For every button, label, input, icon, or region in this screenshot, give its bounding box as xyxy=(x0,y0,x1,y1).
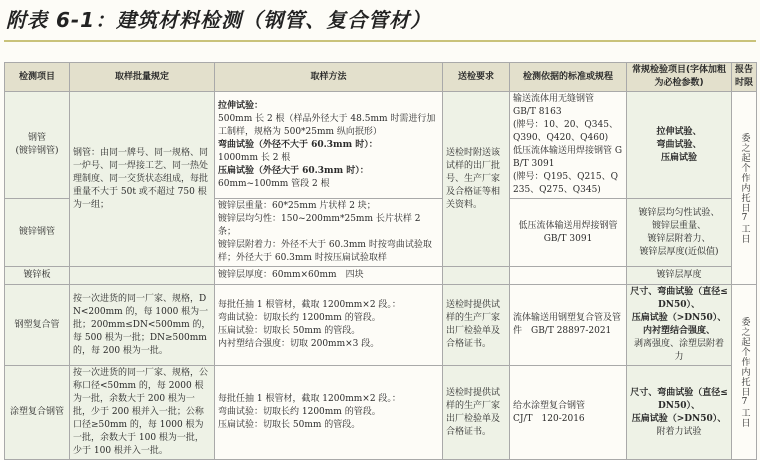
requirement-cell: 送检时提供试样的生产厂家出厂检验单及合格证书。 xyxy=(443,285,510,366)
title-underline xyxy=(4,40,756,42)
item-cell: 镀锌钢管 xyxy=(5,199,70,267)
method-cell xyxy=(215,366,443,460)
standard-text: 低压流体输送用焊接钢管 GB/T 3091 xyxy=(518,220,618,244)
params-cell xyxy=(627,92,732,199)
standard-cell xyxy=(510,267,627,285)
params-text: 镀锌层均匀性试验、 镀锌层重量、 镀锌层附着力、 镀锌层厚度(近似值) xyxy=(638,207,720,257)
item-cell: 钢塑复合管 xyxy=(5,285,70,366)
standard-cell xyxy=(510,199,627,267)
standard-cell xyxy=(510,366,627,460)
requirement-cell: 送检时提供试样的生产厂家出厂检验单及合格证书。 xyxy=(443,366,510,460)
report-text: 委之起个作内托日7工日 xyxy=(739,132,750,244)
params-cell xyxy=(627,199,732,267)
header-report: 报告时限 xyxy=(732,63,757,92)
header-standard: 检测依据的标准或规程 xyxy=(510,63,627,92)
params-text: 拉伸试验、 弯曲试验、 压扁试验 xyxy=(656,126,702,163)
table-row xyxy=(5,366,757,460)
params-cell xyxy=(627,366,732,460)
header-requirement: 送检要求 xyxy=(443,63,510,92)
table-header-row xyxy=(5,63,757,92)
table-row xyxy=(5,267,757,285)
method-cell: 镀锌层厚度：60mm×60mm 四块 xyxy=(215,267,443,285)
header-params: 常规检验项目(字体加粗为必检参数) xyxy=(627,63,732,92)
report-cell xyxy=(732,285,757,460)
standard-text: 输送流体用无缝钢管 GB/T 8163 (牌号：10、20、Q345、Q390、Q420、Q460) 低压流体输送用焊接钢管 GB/T 3091 (牌号：Q195、Q215、Q235、Q275、Q345) xyxy=(513,94,623,195)
report-cell xyxy=(732,92,757,285)
method-cell xyxy=(215,285,443,366)
method-cell xyxy=(215,92,443,199)
params-cell xyxy=(627,285,732,366)
method-text: 每批任抽 1 根管材，截取 1200mm×2 段。： 弯曲试验：切取长约 1200mm 的管段。 压扁试验：切取长 50mm 的管段。 内衬塑结合强度：切取 200mm×3 段。 xyxy=(218,300,401,349)
table-row xyxy=(5,285,757,366)
report-text: 委之起个作内托日7工日 xyxy=(739,316,750,428)
batch-cell: 按一次进货的同一厂家、规格，DN<200mm 的，每 1000 根为一批；200mm≤DN<500mm 的，每 500 根为一批；DN≥500mm 的，每 200 根为一批。 xyxy=(70,285,215,366)
params-bold-text: 尺寸、弯曲试验（直径≤DN50）、 压扁试验（>DN50）、 xyxy=(630,387,728,424)
params-cell: 镀锌层厚度 xyxy=(627,267,732,285)
item-cell: 镀锌板 xyxy=(5,267,70,285)
method-tensile-text: 500mm 长 2 根（样品外径大于 48.5mm 时需进行加工制样，规格为 500*25mm 纵向抿形） xyxy=(218,113,436,137)
params-text: 剥离强度、涂塑层附着力 xyxy=(633,339,724,362)
standard-cell xyxy=(510,92,627,199)
method-flatten-label: 压扁试验（外径大于 60.3mm 时）： xyxy=(218,165,369,176)
method-cell xyxy=(215,199,443,267)
method-bend-label: 弯曲试验（外径不大于 60.3mm 时）： xyxy=(218,139,378,150)
page-title: 附表 6-1：建筑材料检测（钢管、复合管材） xyxy=(6,8,432,32)
header-method: 取样方法 xyxy=(215,63,443,92)
requirement-cell xyxy=(443,267,510,285)
params-text: 附着力试验 xyxy=(656,426,702,437)
method-bend-text: 1000mm 长 2 根 xyxy=(218,152,291,163)
item-text: 钢管 (镀锌钢管) xyxy=(15,133,59,156)
params-bold-text: 尺寸、弯曲试验（直径≤DN50）、 压扁试验（>DN50）、 内衬塑结合强度、 xyxy=(630,287,728,336)
requirement-cell: 送检时附送该试样的出厂批号、生产厂家及合格证等相关资料。 xyxy=(443,92,510,267)
method-text: 每批任抽 1 根管材，截取 1200mm×2 段。： 弯曲试验：切取长约 1200mm 的管段。 压扁试验：切取长 50mm 的管段。 xyxy=(218,394,401,430)
materials-table xyxy=(4,62,757,460)
item-cell xyxy=(5,92,70,199)
header-batch: 取样批量规定 xyxy=(70,63,215,92)
standard-cell: 流体输送用钢塑复合管及管件 GB/T 28897-2021 xyxy=(510,285,627,366)
table-row xyxy=(5,92,757,199)
method-flatten-text: 60mm~100mm 管段 2 根 xyxy=(218,178,330,189)
method-tensile-label: 拉伸试验： xyxy=(218,100,264,111)
item-cell: 涂塑复合钢管 xyxy=(5,366,70,460)
method-text: 镀锌层重量：60*25mm 片状样 2 块； 镀锌层均匀性：150~200mm*25mm 长片状样 2 条； 镀锌层附着力：外径不大于 60.3mm 时按弯曲试验取样；外径大于 60.3mm 时按压扁试验取样 xyxy=(218,201,432,263)
standard-text: 给水涂塑复合钢管 CJ/T 120-2016 xyxy=(513,400,586,424)
batch-cell: 钢管：由同一牌号、同一规格、同一炉号、同一焊接工艺、同一热处理制度、同一交货状态组成，每批重量不大于 50t 或不超过 750 根为一组； xyxy=(70,92,215,267)
header-item: 检测项目 xyxy=(5,63,70,92)
batch-cell xyxy=(70,267,215,285)
batch-cell: 按一次进货的同一厂家、规格，公称口径<50mm 的，每 2000 根为一批，余数大于 200 根为一批，少于 200 根并入一批；公称口径≥50mm 的，每 1000 根为一批，余数大于 100 根为一批，少于 100 根并入一批。 xyxy=(70,366,215,460)
